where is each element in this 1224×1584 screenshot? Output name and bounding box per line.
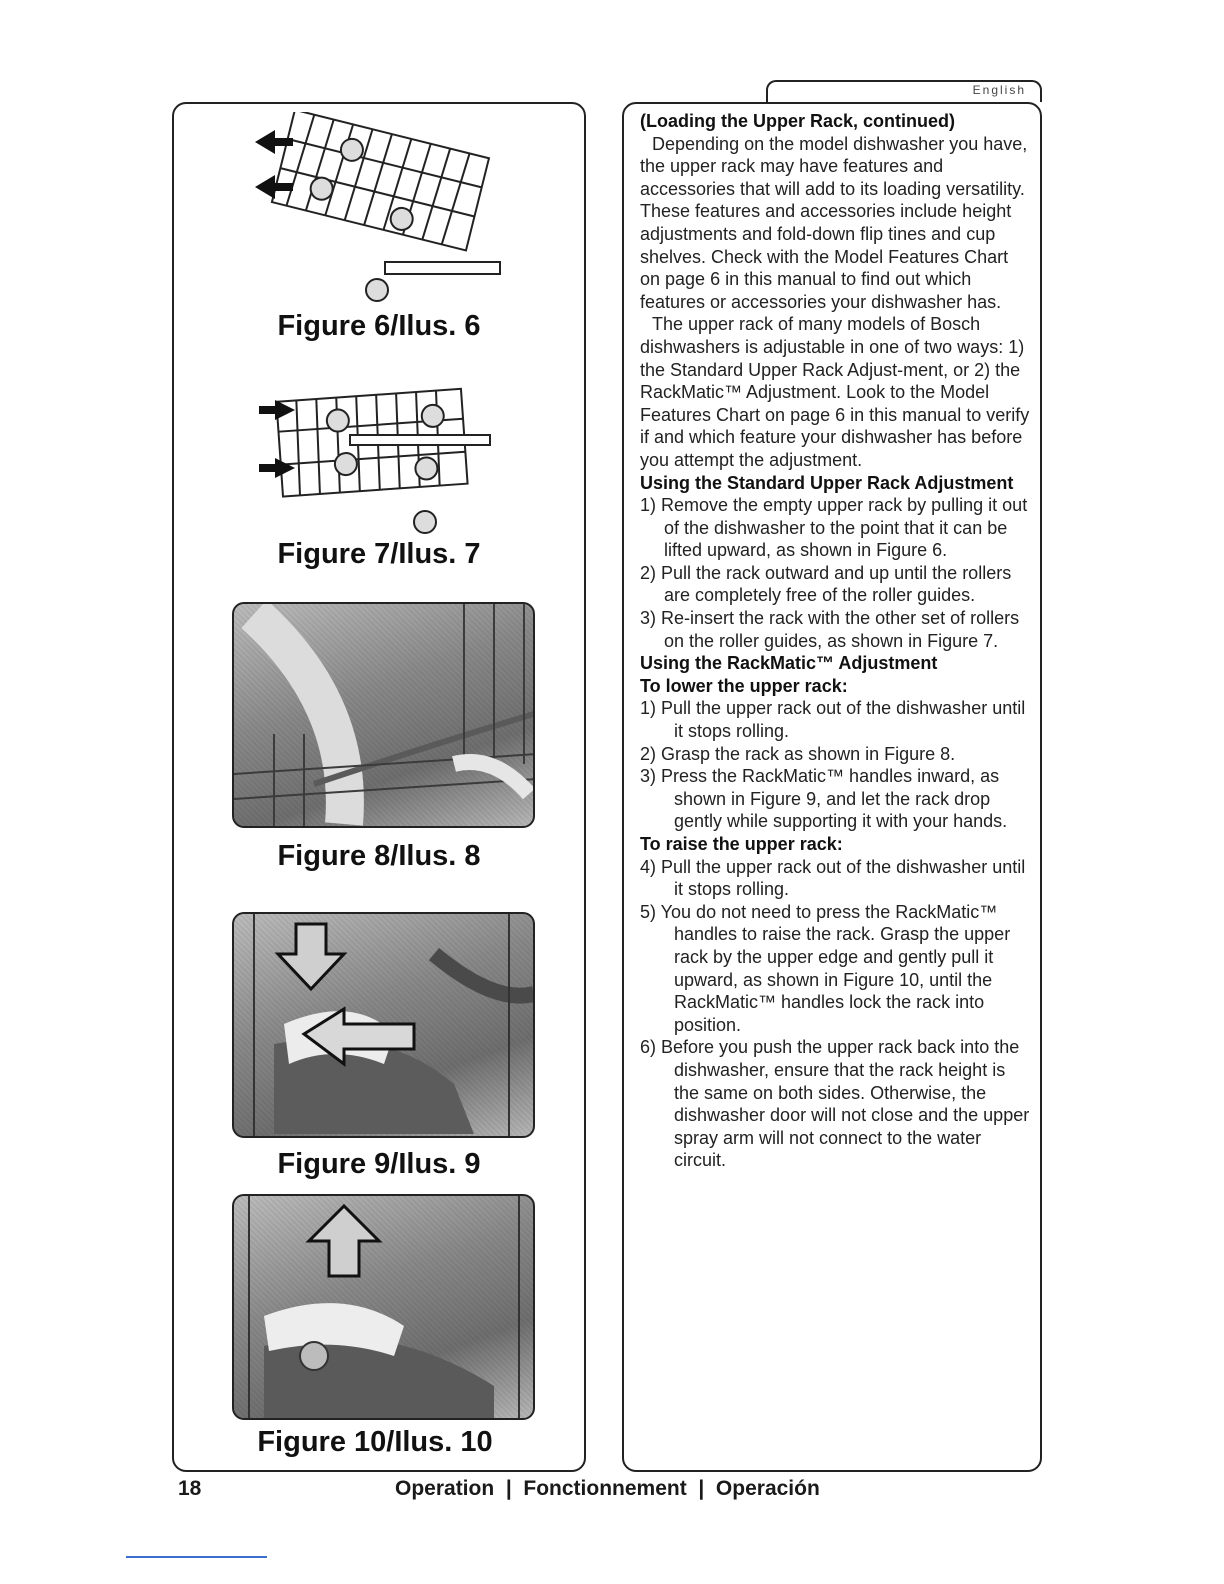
- lower-step: 1) Pull the upper rack out of the dishwasher until it stops rolling.: [640, 698, 1026, 742]
- figure-10-photo: [232, 1194, 535, 1420]
- figure-10-caption: Figure 10/Ilus. 10: [257, 1426, 493, 1458]
- lower-step: 2) Grasp the rack as shown in Figure 8.: [640, 743, 956, 764]
- figure-7-caption: Figure 7/Ilus. 7: [277, 538, 481, 570]
- standard-step: 1) Remove the empty upper rack by pulling it out of the dishwasher to the point that it can be lifted upward, as shown in Figure 6.: [640, 495, 1028, 561]
- heading-raise-rack: To raise the upper rack:: [640, 834, 843, 854]
- standard-step: 3) Re-insert the rack with the other set of rollers on the roller guides, as shown in Figure 7.: [640, 608, 1020, 651]
- page-number: 18: [178, 1477, 202, 1500]
- figure-7-illustration: [255, 380, 495, 540]
- figure-6-illustration: [245, 112, 510, 312]
- raise-step: 5) You do not need to press the RackMatic™ handles to raise the rack. Grasp the upper rack by the upper edge and gently pull it upward, as shown in Figure 10, until the RackMatic™ handles lock the rack into position.: [640, 901, 1011, 1035]
- figure-9-photo: [232, 912, 535, 1138]
- heading-rackmatic-adjustment: Using the RackMatic™ Adjustment: [640, 653, 938, 674]
- lower-step: 3) Press the RackMatic™ handles inward, as shown in Figure 9, and let the rack drop gently while supporting it with your hands.: [640, 766, 1008, 832]
- instructions-text: [640, 110, 1032, 1172]
- heading-continued: (Loading the Upper Rack, continued): [640, 111, 956, 131]
- figure-8-photo: [232, 602, 535, 828]
- figure-8-caption: Figure 8/Ilus. 8: [277, 840, 481, 872]
- heading-lower-rack: To lower the upper rack:: [640, 675, 848, 696]
- language-tab: [766, 80, 1042, 102]
- intro-paragraph-2: The upper rack of many models of Bosch dishwashers is adjustable in one of two ways: 1) the Standard Upper Rack Adjust-ment, or 2) the RackMatic™ Adjustment. Look to the Model Features Chart on page 6 in this manual to verify if and which feature your dishwasher has before you attempt the adjustment.: [640, 314, 1030, 470]
- heading-standard-adjustment: Using the Standard Upper Rack Adjustment: [640, 472, 1014, 493]
- raise-step: 4) Pull the upper rack out of the dishwasher until it stops rolling.: [640, 856, 1026, 900]
- section-title: Operation | Fonctionnement | Operación: [395, 1477, 820, 1500]
- edge-mark: [126, 1556, 267, 1558]
- figure-9-caption: Figure 9/Ilus. 9: [277, 1148, 481, 1180]
- intro-paragraph-1: Depending on the model dishwasher you have, the upper rack may have features and accessories that will add to its loading versatility. These features and accessories include height adjustments and fold-down flip tines and cup shelves. Check with the Model Features Chart on page 6 in this manual to find out which features or accessories your dishwasher has.: [640, 133, 1028, 312]
- figure-6-caption: Figure 6/Ilus. 6: [277, 310, 481, 342]
- raise-step: 6) Before you push the upper rack back into the dishwasher, ensure that the rack height is the same on both sides. Otherwise, the dishwasher door will not close and the upper spray arm will not connect to the water circuit.: [640, 1037, 1030, 1171]
- language-label: English: [972, 83, 1026, 97]
- standard-step: 2) Pull the rack outward and up until the rollers are completely free of the roller guides.: [640, 562, 1012, 606]
